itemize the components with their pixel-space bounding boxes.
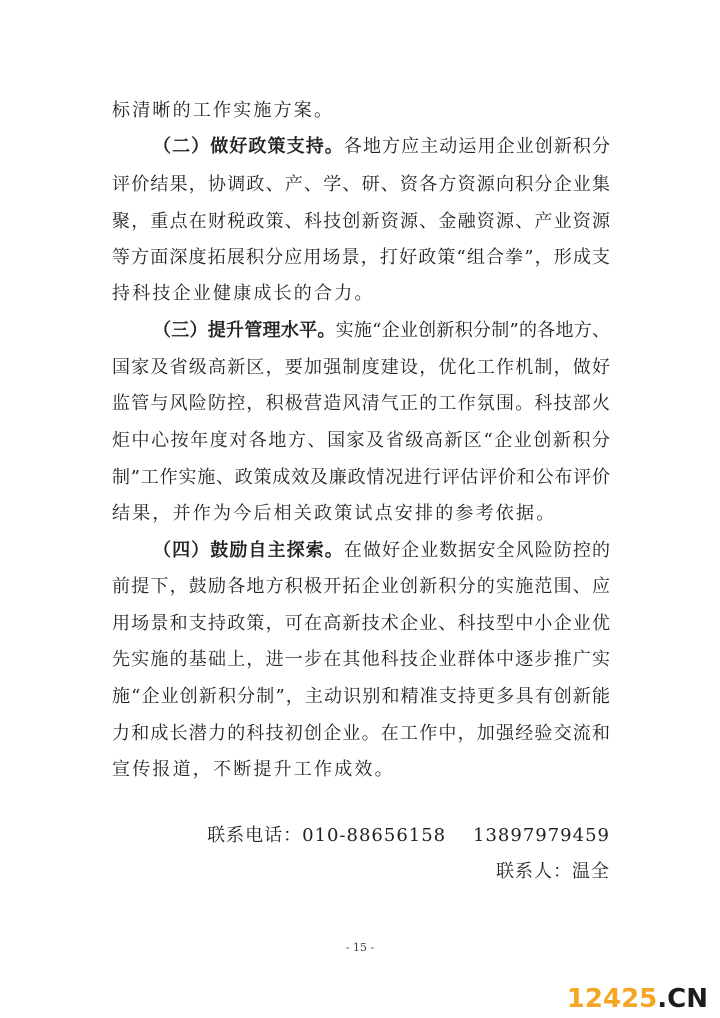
section-2-line-1 bbox=[153, 135, 610, 159]
section-2-text: 各地方应主动运用企业创新积分 bbox=[343, 136, 611, 157]
section-3-line-3: 监管与风险防控，积极营造风清气正的工作氛围。科技部火 bbox=[112, 393, 610, 414]
section-3-heading: （三）提升管理水平。 bbox=[153, 320, 336, 341]
section-2-line-3: 聚，重点在财税政策、科技创新资源、金融资源、产业资源 bbox=[112, 211, 610, 232]
section-3-line-2: 国家及省级高新区，要加强制度建设，优化工作机制，做好 bbox=[112, 357, 610, 378]
section-4-line-5: 施“企业创新积分制”，主动识别和精准支持更多具有创新能 bbox=[112, 686, 610, 707]
section-3-line-4: 炬中心按年度对各地方、国家及省级高新区“企业创新积分 bbox=[112, 430, 610, 451]
section-4-line-3: 用场景和支持政策，可在高新技术企业、科技型中小企业优 bbox=[112, 613, 610, 634]
contact-person: 联系人：温全 bbox=[496, 861, 610, 882]
section-4-line-7: 宣传报道，不断提升工作成效。 bbox=[112, 759, 395, 780]
contact-phone: 联系电话：010-88656158 13897979459 bbox=[207, 825, 610, 846]
section-3-line-5: 制”工作实施、政策成效及廉政情况进行评估评价和公布评价 bbox=[112, 467, 610, 488]
section-4-text: 在做好企业数据安全风险防控的 bbox=[343, 540, 611, 561]
section-2-line-5: 持科技企业健康成长的合力。 bbox=[112, 283, 375, 304]
section-2-heading: （二）做好政策支持。 bbox=[153, 136, 344, 157]
section-2-line-2: 评价结果，协调政、产、学、研、资各方资源向积分企业集 bbox=[112, 174, 610, 195]
section-4-line-4: 先实施的基础上，进一步在其他科技企业群体中逐步推广实 bbox=[112, 649, 610, 670]
paragraph-continuation-line: 标清晰的工作实施方案。 bbox=[112, 100, 335, 121]
section-2-line-4: 等方面深度拓展积分应用场景，打好政策“组合拳”，形成支 bbox=[112, 247, 610, 268]
section-3-line-1 bbox=[153, 319, 610, 343]
page-number: - 15 - bbox=[345, 941, 375, 954]
site-watermark-logo: 12425.CN bbox=[566, 984, 708, 1014]
section-4-heading: （四）鼓励自主探索。 bbox=[153, 540, 344, 561]
section-4-line-1 bbox=[153, 539, 610, 563]
section-3-text: 实施“企业创新积分制”的各地方、 bbox=[335, 320, 610, 341]
section-4-line-6: 力和成长潜力的科技初创企业。在工作中，加强经验交流和 bbox=[112, 723, 610, 744]
section-4-line-2: 前提下，鼓励各地方积极开拓企业创新积分的实施范围、应 bbox=[112, 576, 610, 597]
section-3-line-6: 结果，并作为今后相关政策试点安排的参考依据。 bbox=[112, 503, 557, 524]
